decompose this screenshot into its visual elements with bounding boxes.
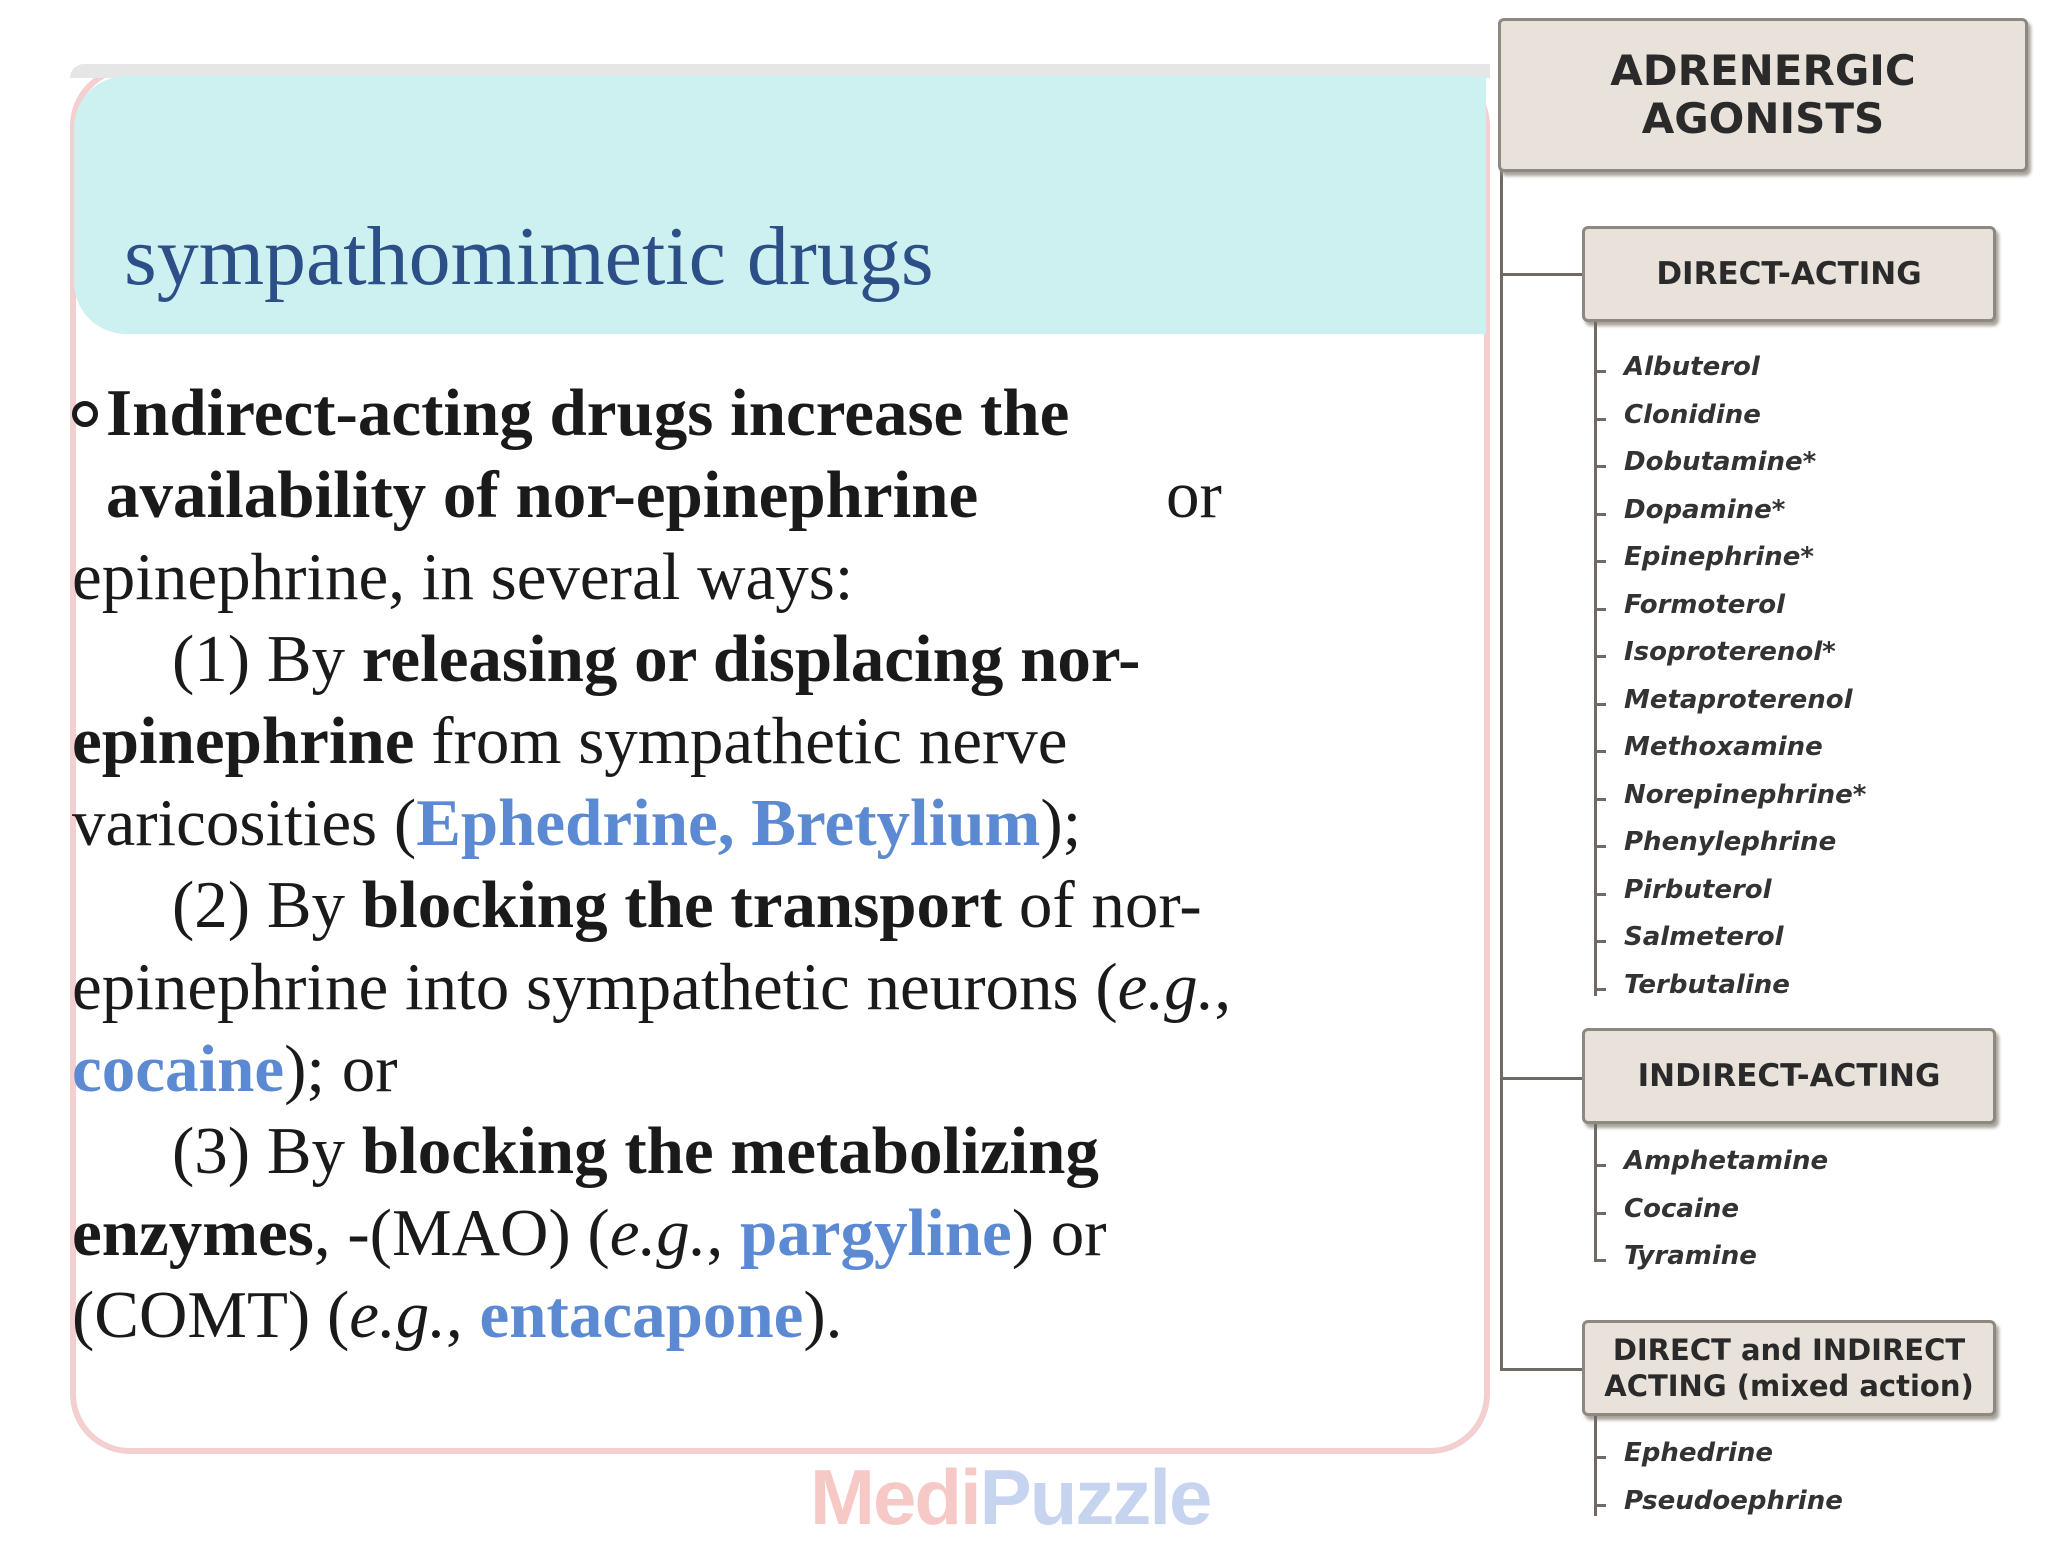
body-line xyxy=(72,618,1492,700)
item3-rest-2: , xyxy=(706,1196,740,1270)
trunk-line xyxy=(1500,170,1503,1370)
list-tick xyxy=(1594,1164,1606,1167)
body-line xyxy=(72,536,1492,618)
drug-list-item: Tyramine xyxy=(1624,1241,1757,1271)
drug-list-item: Epinephrine* xyxy=(1624,542,1815,572)
bullet-icon xyxy=(72,401,98,427)
item3-rest-6: ). xyxy=(803,1278,843,1352)
mixed-list-line xyxy=(1594,1416,1597,1516)
list-tick xyxy=(1594,1212,1606,1215)
drug-list-item: Salmeterol xyxy=(1624,922,1784,952)
item2-bold: blocking the transport xyxy=(361,868,1003,942)
list-tick xyxy=(1594,750,1606,753)
item1-bold: releasing or displacing nor- xyxy=(361,622,1141,696)
mixed-label-line-2: ACTING (mixed action) xyxy=(1604,1369,1974,1403)
item2-drug-name: cocaine xyxy=(72,1032,285,1106)
direct-acting-label: DIRECT-ACTING xyxy=(1656,256,1922,292)
list-tick xyxy=(1594,513,1606,516)
item3-rest-3: ) or xyxy=(1011,1196,1107,1270)
body-line xyxy=(72,864,1492,946)
drug-list-item: Pseudoephrine xyxy=(1624,1486,1843,1516)
drug-list-item: Terbutaline xyxy=(1624,969,1790,1000)
item3-drug-name-2: entacapone xyxy=(479,1278,804,1352)
item3-drug-name: pargyline xyxy=(739,1196,1012,1270)
list-tick xyxy=(1594,988,1606,991)
drug-list-item: Clonidine xyxy=(1624,399,1761,430)
item2-rest: of nor- xyxy=(1002,868,1202,942)
branch-line-mixed xyxy=(1500,1368,1584,1371)
body-line xyxy=(72,1110,1492,1192)
list-tick xyxy=(1594,560,1606,563)
drug-list-item: Cocaine xyxy=(1624,1193,1739,1224)
item3-bold: blocking the metabolizing xyxy=(361,1114,1099,1188)
list-tick xyxy=(1594,1456,1606,1459)
list-tick xyxy=(1594,465,1606,468)
list-tick xyxy=(1594,418,1606,421)
intro-rest-2: epinephrine, in several ways: xyxy=(72,540,854,614)
mixed-label-line-1: DIRECT and INDIRECT xyxy=(1612,1333,1966,1367)
drug-list-item: Methoxamine xyxy=(1624,732,1823,762)
body-line xyxy=(72,782,1492,864)
watermark-part-2: Puzzle xyxy=(979,1453,1211,1541)
list-tick xyxy=(1594,940,1606,943)
drug-list-item: Ephedrine xyxy=(1624,1438,1774,1468)
item3-rest-4: (COMT) ( xyxy=(72,1278,350,1352)
item3-lead: (3) By xyxy=(172,1114,362,1188)
watermark-logo xyxy=(810,1452,1210,1543)
item2-rest-4: ); or xyxy=(284,1032,398,1106)
indirect-acting-box xyxy=(1582,1028,1996,1124)
item3-eg-2: e.g. xyxy=(349,1278,447,1352)
intro-rest: or xyxy=(1166,458,1222,532)
list-tick xyxy=(1594,798,1606,801)
drug-list-item: Pirbuterol xyxy=(1624,874,1772,905)
item1-bold-2: epinephrine xyxy=(72,704,415,778)
intro-bold-text: Indirect-acting drugs increase the availability of nor-epinephrine xyxy=(106,376,1070,532)
item3-rest-5: , xyxy=(446,1278,480,1352)
slide-body xyxy=(72,372,1492,1356)
list-tick xyxy=(1594,1259,1606,1262)
list-tick xyxy=(1594,703,1606,706)
indirect-list-line xyxy=(1594,1124,1597,1260)
item3-rest: , -(MAO) ( xyxy=(313,1196,610,1270)
drug-list-item: Metaproterenol xyxy=(1624,684,1853,715)
item3-bold-2: enzymes xyxy=(72,1196,314,1270)
drug-list-item: Isoproterenol* xyxy=(1624,637,1836,667)
body-line xyxy=(72,700,1492,782)
item2-eg: e.g. xyxy=(1117,950,1215,1024)
item2-lead: (2) By xyxy=(172,868,362,942)
direct-acting-box xyxy=(1582,226,1996,322)
mixed-action-box xyxy=(1582,1320,1996,1416)
indirect-acting-label: INDIRECT-ACTING xyxy=(1637,1058,1941,1094)
body-line xyxy=(72,1274,1492,1356)
root-label-line-1: ADRENERGIC xyxy=(1610,46,1916,95)
body-line xyxy=(72,372,1492,536)
branch-line-direct xyxy=(1500,273,1584,276)
body-line xyxy=(72,946,1492,1028)
drug-list-item: Dopamine* xyxy=(1624,494,1786,525)
body-line xyxy=(72,1192,1492,1274)
drug-list-item: Norepinephrine* xyxy=(1624,779,1867,810)
list-tick xyxy=(1594,1504,1606,1507)
item1-lead: (1) By xyxy=(172,622,362,696)
list-tick xyxy=(1594,370,1606,373)
branch-line-indirect xyxy=(1500,1077,1584,1080)
drug-list-item: Phenylephrine xyxy=(1624,827,1837,857)
drug-list-item: Formoterol xyxy=(1624,589,1786,620)
item1-rest-2: varicosities ( xyxy=(72,786,417,860)
item3-eg: e.g. xyxy=(609,1196,707,1270)
adrenergic-agonists-diagram xyxy=(1490,0,2048,1536)
list-tick xyxy=(1594,655,1606,658)
item1-rest: from sympathetic nerve xyxy=(414,704,1068,778)
list-tick xyxy=(1594,608,1606,611)
list-tick xyxy=(1594,893,1606,896)
slide-title: sympathomimetic drugs xyxy=(124,210,934,303)
item2-rest-2: epinephrine into sympathetic neurons ( xyxy=(72,950,1118,1024)
item2-rest-3: , xyxy=(1214,950,1232,1024)
watermark-part-1: Medi xyxy=(810,1453,980,1541)
drug-list-item: Amphetamine xyxy=(1624,1146,1829,1176)
drug-list-item: Dobutamine* xyxy=(1624,447,1817,477)
root-label-line-2: AGONISTS xyxy=(1641,94,1885,143)
body-line xyxy=(72,1028,1492,1110)
item1-drug-names: Ephedrine, Bretylium xyxy=(416,786,1041,860)
root-box xyxy=(1498,18,2028,172)
drug-list-item: Albuterol xyxy=(1624,352,1760,382)
list-tick xyxy=(1594,845,1606,848)
item1-rest-3: ); xyxy=(1040,786,1082,860)
